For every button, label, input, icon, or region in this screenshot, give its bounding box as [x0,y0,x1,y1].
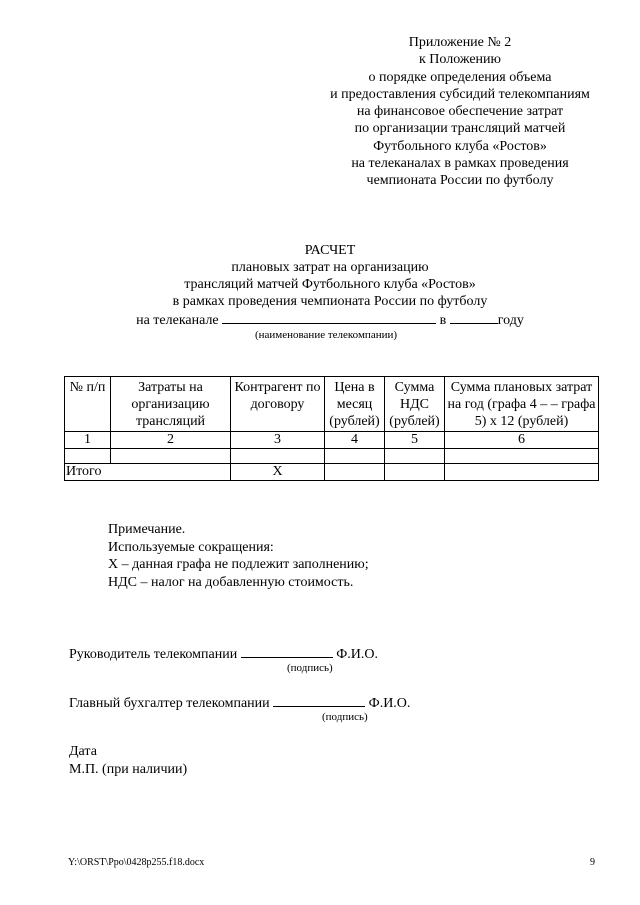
table-column-numbers-row [65,432,599,449]
total-mark: Х [231,464,325,481]
channel-suffix: году [497,313,524,328]
appendix-line: и предоставления субсидий телекомпаниям [330,86,590,102]
notes-line: Х – данная графа не подлежит заполнению; [108,557,369,572]
notes-line: Используемые сокращения: [108,539,274,555]
header-costs: Затраты на организацию трансляций [111,377,231,432]
table-cell[interactable] [111,449,231,464]
accountant-signature-caption: (подпись) [322,711,368,723]
calculation-title: РАСЧЕТ [304,243,356,258]
cost-table [64,376,599,481]
total-label: Итого [65,464,231,481]
appendix-line: Приложение № 2 [408,35,512,50]
appendix-line: на финансовое обеспечение затрат [356,104,564,120]
date-label: Дата [69,744,97,759]
column-number: 2 [111,432,231,449]
notes-title: Примечание. [108,522,186,537]
appendix-header [300,34,620,190]
table-total-row [65,464,599,481]
head-signature-caption: (подпись) [287,662,333,674]
header-number: № п/п [65,377,111,432]
table-cell[interactable] [385,464,445,481]
column-number: 1 [65,432,111,449]
appendix-line: о порядке определения объема [368,69,552,85]
appendix-line: Футбольного клуба «Ростов» [373,138,547,154]
appendix-line: по организации трансляций матчей [354,121,566,137]
footer-file-path: Y:\ORST\Ppo\0428p255.f18.docx [68,857,205,868]
calculation-heading [100,242,560,341]
header-annual-total: Сумма плановых затрат на год (графа 4 – – графа 5) х 12 (рублей) [445,377,599,432]
calculation-line: трансляций матчей Футбольного клуба «Ростов» [184,277,476,292]
stamp-label: М.П. (при наличии) [69,762,188,777]
head-signature-line [69,644,378,663]
column-number: 6 [445,432,599,449]
appendix-line: на телеканалах в рамках проведения [351,156,569,172]
channel-name-blank[interactable] [222,310,436,324]
accountant-signature-blank[interactable] [273,693,365,707]
table-cell[interactable] [65,449,111,464]
accountant-fio: Ф.И.О. [368,696,411,711]
footer-page-number: 9 [590,857,595,868]
table-cell[interactable] [385,449,445,464]
appendix-line: чемпионата России по футболу [366,173,554,189]
appendix-line: к Положению [418,52,501,68]
table-cell[interactable] [445,464,599,481]
table-cell[interactable] [325,464,385,481]
table-header-row [65,377,599,432]
head-label: Руководитель телекомпании [69,647,238,662]
column-number: 5 [385,432,445,449]
header-monthly-price: Цена в месяц (рублей) [325,377,385,432]
channel-prefix: на телеканале [136,313,219,328]
channel-line [100,310,560,329]
table-cell[interactable] [325,449,385,464]
notes-line: НДС – налог на добавленную стоимость. [108,574,354,590]
calculation-line: плановых затрат на организацию [231,260,429,275]
header-contractor: Контрагент по договору [231,377,325,432]
table-cell[interactable] [445,449,599,464]
table-cell[interactable] [231,449,325,464]
accountant-label: Главный бухгалтер телекомпании [69,696,270,711]
notes-section [108,521,369,591]
table-row [65,449,599,464]
head-signature-blank[interactable] [241,644,333,658]
header-vat: Сумма НДС (рублей) [385,377,445,432]
column-number: 3 [231,432,325,449]
channel-caption: (наименование телекомпании) [254,329,398,341]
head-fio: Ф.И.О. [336,647,378,662]
column-number: 4 [325,432,385,449]
year-blank[interactable] [450,310,498,324]
calculation-line: в рамках проведения чемпионата России по футболу [172,294,488,309]
accountant-signature-line [69,693,410,712]
channel-in: в [439,313,447,328]
